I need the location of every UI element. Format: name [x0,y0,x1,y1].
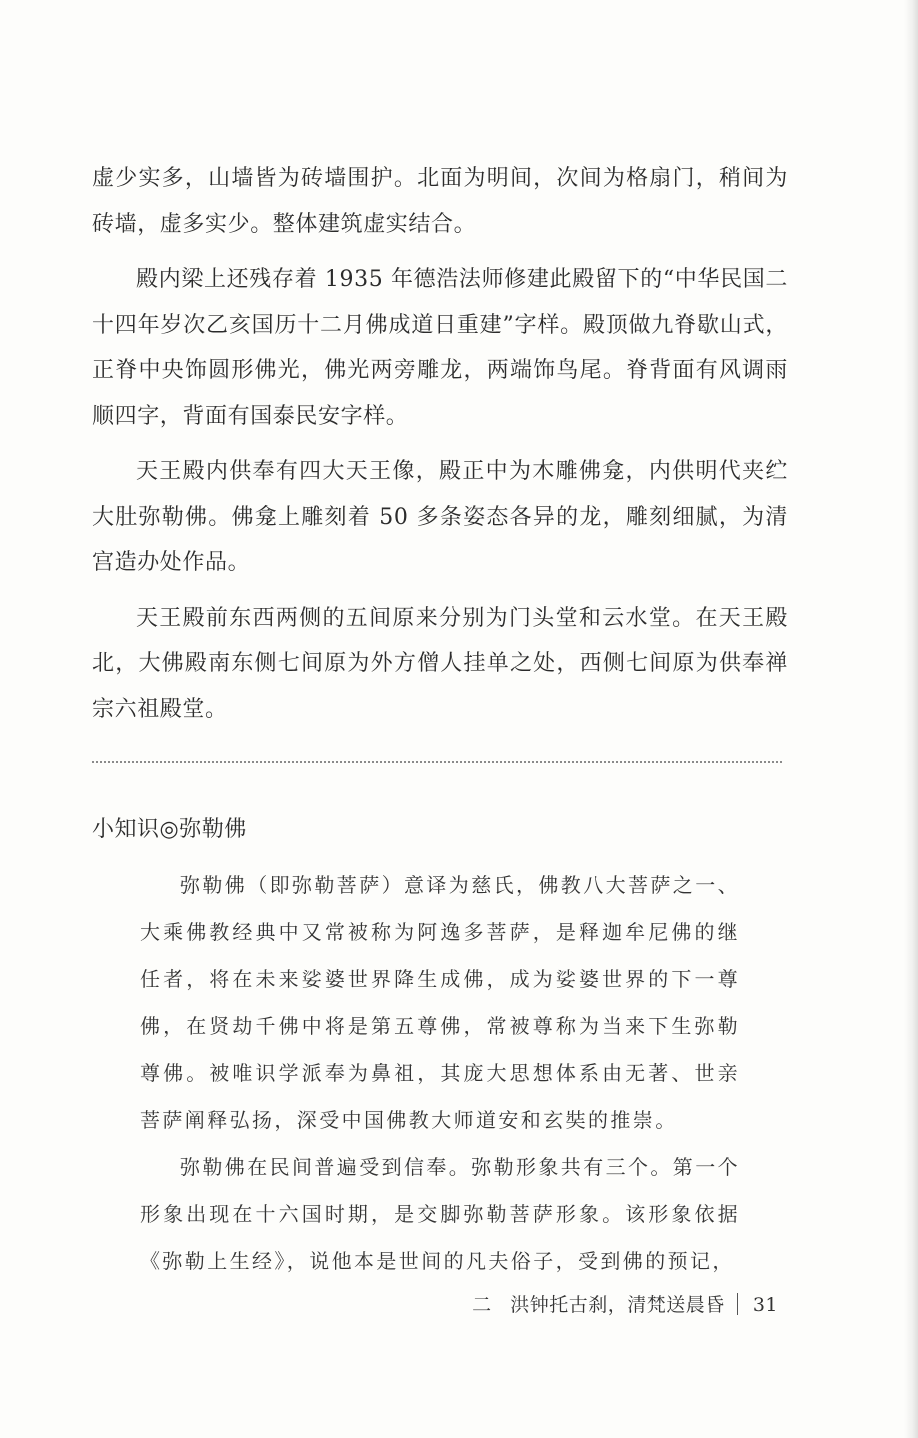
footer-chapter: 二 [472,1294,492,1316]
sidebar-paragraph-1: 弥勒佛（即弥勒菩萨）意译为慈氏，佛教八大菩萨之一、大乘佛教经典中又常被称为阿逸多菩萨，是释迦牟尼佛的继任者，将在未来娑婆世界降生成佛，成为娑婆世界的下一尊佛，在贤劫千佛中将是第五尊佛，常被尊称为当来下生弥勒尊佛。被唯识学派奉为鼻祖，其庞大思想体系由无著、世亲菩萨阐释弘扬，深受中国佛教大师道安和玄奘的推崇。 [140,873,740,1132]
sidebar-heading: 小知识◎弥勒佛 [92,817,247,842]
main-text [92,156,788,742]
page-edge-shadow [904,0,918,1438]
footer-title: 洪钟托古刹，清梵送晨昏 [510,1294,725,1316]
section-divider [92,761,782,763]
page-footer [472,1290,778,1317]
paragraph-4: 天王殿前东西两侧的五间原来分别为门头堂和云水堂。在天王殿北，大佛殿南东侧七间原为外方僧人挂单之处，西侧七间原为供奉禅宗六祖殿堂。 [92,605,788,722]
paragraph-1: 虚少实多，山墙皆为砖墙围护。北面为明间，次间为格扇门，稍间为砖墙，虚多实少。整体建筑虚实结合。 [92,166,788,237]
sidebar-text [140,862,740,1285]
footer-separator [737,1293,738,1315]
paragraph-3: 天王殿内供奉有四大天王像，殿正中为木雕佛龛，内供明代夹纻大肚弥勒佛。佛龛上雕刻着 50 多条姿态各异的龙，雕刻细腻，为清宫造办处作品。 [92,459,788,575]
sidebar-paragraph-2: 弥勒佛在民间普遍受到信奉。弥勒形象共有三个。第一个形象出现在十六国时期，是交脚弥勒菩萨形象。该形象依据《弥勒上生经》，说他本是世间的凡夫俗子，受到佛的预记， [140,1155,740,1273]
page-number: 31 [752,1294,778,1316]
paragraph-2: 殿内梁上还残存着 1935 年德浩法师修建此殿留下的“中华民国二十四年岁次乙亥国历十二月佛成道日重建”字样。殿顶做九脊歇山式，正脊中央饰圆形佛光，佛光两旁雕龙，两端饰鸟尾。脊背面有风调雨顺四字，背面有国泰民安字样。 [92,267,788,429]
